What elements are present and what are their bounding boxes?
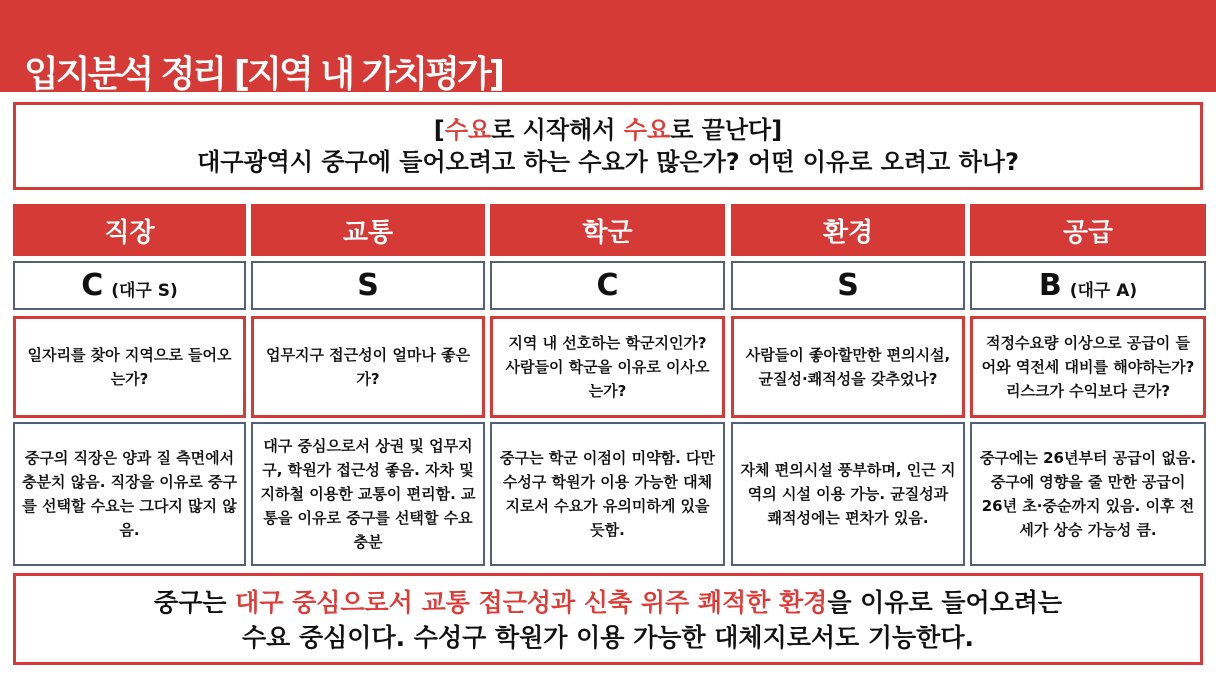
- question-box-school: 지역 내 선호하는 학군지인가? 사람들이 학군을 이유로 이사오는가?: [490, 316, 725, 418]
- grade-value: C: [596, 268, 619, 303]
- answer-box-transport: 대구 중심으로서 상권 및 업무지구, 학원가 접근성 좋음. 자차 및 지하철 이용한 교통이 편리함. 교통을 이유로 중구를 선택할 수요 충분: [251, 422, 485, 566]
- question-box-environment: 사람들이 좋아할만한 편의시설, 균질성·쾌적성을 갖추었나?: [731, 316, 965, 418]
- intro-highlight-2: 수요: [623, 116, 671, 144]
- grade-cell-job: [13, 261, 246, 310]
- intro-box: [13, 102, 1203, 190]
- answer-box-supply: 중구에는 26년부터 공급이 없음. 중구에 영향을 줄 만한 공급이 26년 초·중순까지 있음. 이후 전세가 상승 가능성 큼.: [970, 422, 1206, 566]
- conclusion-line-1: [16, 586, 1200, 620]
- conclusion-highlight: 대구 중심으로서 교통 접근성과 신축 위주 쾌적한 환경: [235, 588, 828, 617]
- grade-value: C: [81, 268, 104, 303]
- question-box-job: 일자리를 찾아 지역으로 들어오는가?: [13, 316, 246, 418]
- grade-note: (대구 A): [1069, 281, 1138, 301]
- conclusion-tail: 을 이유로 들어오려는: [827, 588, 1063, 617]
- grade-cell-environment: [731, 261, 965, 310]
- column-header-school: 학군: [490, 204, 725, 256]
- grade-value: B: [1038, 268, 1062, 303]
- grade-value: S: [357, 268, 379, 303]
- grade-cell-school: [490, 261, 725, 310]
- answer-box-school: 중구는 학군 이점이 미약함. 다만 수성구 학원가 이용 가능한 대체지로서 수요가 유의미하게 있을 듯함.: [490, 422, 725, 566]
- grade-value: S: [837, 268, 859, 303]
- page-title: 입지분석 정리 [지역 내 가치평가]: [24, 54, 503, 95]
- answer-box-job: 중구의 직장은 양과 질 측면에서 충분치 않음. 직장을 이유로 중구를 선택할 수요는 그다지 많지 않음.: [13, 422, 246, 566]
- grade-cell-supply: [970, 261, 1206, 310]
- question-box-supply: 적정수요량 이상으로 공급이 들어와 역전세 대비를 해야하는가? 리스크가 수익보다 큰가?: [970, 316, 1206, 418]
- grade-note: (대구 S): [111, 281, 178, 301]
- intro-highlight-1: 수요: [444, 116, 492, 144]
- conclusion-box: [13, 573, 1203, 665]
- column-header-job: 직장: [13, 204, 246, 256]
- column-header-transport: 교통: [251, 204, 485, 256]
- answer-box-environment: 자체 편의시설 풍부하며, 인근 지역의 시설 이용 가능. 균질성과 쾌적성에는 편차가 있음.: [731, 422, 965, 566]
- intro-bracket-open: [: [433, 116, 445, 144]
- conclusion-lead: 중구는: [153, 588, 236, 617]
- intro-mid-text: 로 시작해서: [491, 116, 624, 144]
- column-header-environment: 환경: [731, 204, 965, 256]
- column-header-supply: 공급: [970, 204, 1206, 256]
- intro-end-text: 로 끝난다]: [670, 116, 783, 144]
- intro-line-2: 대구광역시 중구에 들어오려고 하는 수요가 많은가? 어떤 이유로 오려고 하나?: [197, 148, 1019, 176]
- header-bar: [0, 0, 1216, 95]
- conclusion-line-2: 수요 중심이다. 수성구 학원가 이용 가능한 대체지로서도 기능한다.: [242, 623, 974, 652]
- grade-cell-transport: [251, 261, 485, 310]
- question-box-transport: 업무지구 접근성이 얼마나 좋은가?: [251, 316, 485, 418]
- intro-line-1: [16, 115, 1200, 145]
